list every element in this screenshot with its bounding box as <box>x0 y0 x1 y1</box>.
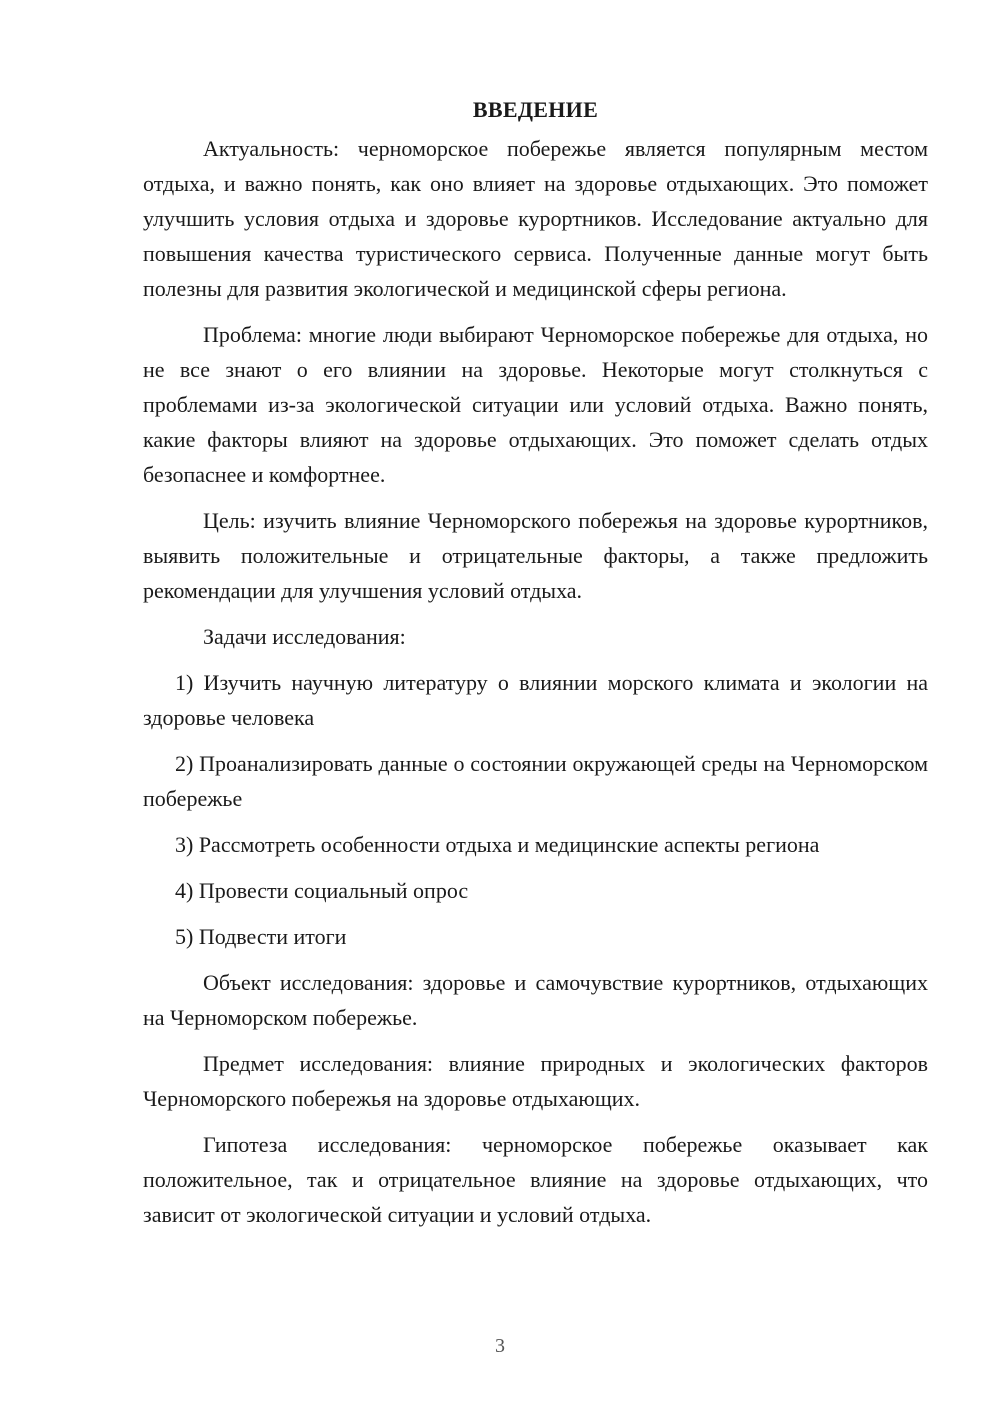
tasks-heading: Задачи исследования: <box>203 624 406 649</box>
page-number: 3 <box>495 1335 505 1357</box>
task-item: 3) Рассмотреть особенности отдыха и медицинские аспекты региона <box>175 832 820 857</box>
task-item: 5) Подвести итоги <box>175 924 347 949</box>
paragraph-goal: Цель: изучить влияние Черноморского побережья на здоровье курортников, выявить положительные и отрицательные факторы, а также предложить рекомендации для улучшения условий отдыха. <box>143 508 928 603</box>
paragraph-hypothesis: Гипотеза исследования: черноморское побережье оказывает как положительное, так и отрицательное влияние на здоровье отдыхающих, что зависит от экологической ситуации и условий отдыха. <box>143 1132 928 1227</box>
task-item: 2) Проанализировать данные о состоянии окружающей среды на Черноморском побережье <box>143 751 928 811</box>
paragraph-problem: Проблема: многие люди выбирают Черноморское побережье для отдыха, но не все знают о его влиянии на здоровье. Некоторые могут столкнуться с проблемами из-за экологической ситуации или условий отдыха. Важно понять, какие факторы влияют на здоровье отдыхающих. Это поможет сделать отдых безопаснее и комфортнее. <box>143 322 928 487</box>
paragraph-subject: Предмет исследования: влияние природных и экологических факторов Черноморского побережья на здоровье отдыхающих. <box>143 1051 928 1111</box>
paragraph-object: Объект исследования: здоровье и самочувствие курортников, отдыхающих на Черноморском побережье. <box>143 970 928 1030</box>
section-heading: ВВЕДЕНИЕ <box>472 97 599 122</box>
page-content <box>143 95 928 1232</box>
task-item: 1) Изучить научную литературу о влиянии морского климата и экологии на здоровье человека <box>143 670 928 730</box>
task-item: 4) Провести социальный опрос <box>175 878 469 903</box>
paragraph-relevance: Актуальность: черноморское побережье является популярным местом отдыха, и важно понять, как оно влияет на здоровье отдыхающих. Это поможет улучшить условия отдыха и здоровье курортников. Исследование актуально для повышения качества туристического сервиса. Полученные данные могут быть полезны для развития экологической и медицинской сферы региона. <box>143 136 928 301</box>
